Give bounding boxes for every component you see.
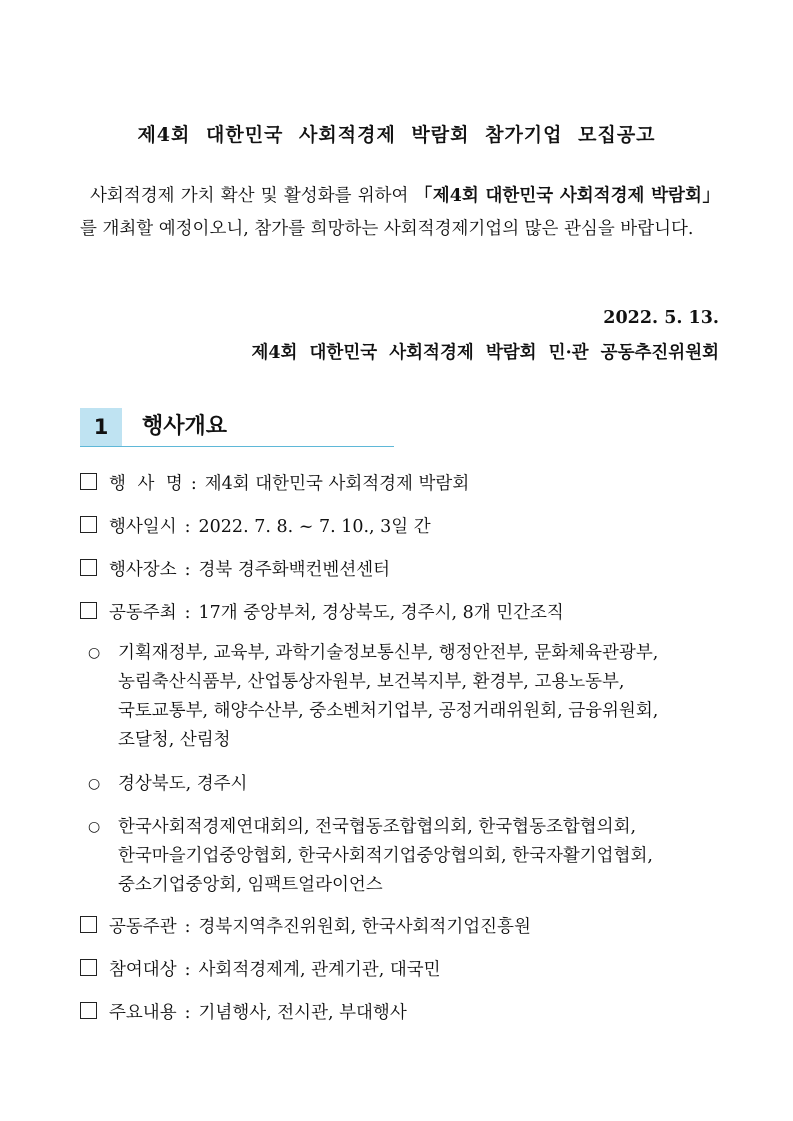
row-separator: : <box>184 1003 191 1023</box>
checkbox-square-icon <box>80 959 97 976</box>
checkbox-square-icon <box>80 473 97 490</box>
info-row-participants <box>80 958 740 982</box>
row-value: 경북 경주화백컨벤션센터 <box>198 560 391 580</box>
checkbox-square-icon <box>80 916 97 933</box>
organizer-name: 제4회 대한민국 사회적경제 박람회 민·관 공동추진위원회 <box>251 343 719 363</box>
circle-bullet-icon: ○ <box>88 776 101 792</box>
bullet-line: 기획재정부, 교육부, 과학기술정보통신부, 행정안전부, 문화체육관광부, <box>118 643 659 663</box>
row-value: 기념행사, 전시관, 부대행사 <box>198 1003 407 1023</box>
bullet-item-private-organizations <box>88 813 728 900</box>
row-separator: : <box>184 603 191 623</box>
page-title: 제4회 대한민국 사회적경제 박람회 참가기업 모집공고 <box>137 124 656 146</box>
info-row-event-date <box>80 515 740 539</box>
row-label: 주요내용 <box>109 1003 177 1023</box>
row-label: 행 사 명 <box>109 474 183 494</box>
checkbox-square-icon <box>80 559 97 576</box>
row-value: 2022. 7. 8. ~ 7. 10., 3일 간 <box>198 517 431 537</box>
row-separator: : <box>184 960 191 980</box>
circle-bullet-icon: ○ <box>88 819 101 835</box>
section-number: 1 <box>80 408 122 446</box>
intro-text-pre: 사회적경제 가치 확산 및 활성화를 위하여 <box>90 186 415 206</box>
bullet-item-local-government <box>88 770 728 799</box>
row-separator: : <box>184 917 191 937</box>
checkbox-square-icon <box>80 602 97 619</box>
bullet-item-ministries <box>88 639 728 755</box>
bullet-line: 경상북도, 경주시 <box>118 774 248 794</box>
info-row-main-contents <box>80 1001 740 1025</box>
circle-bullet-icon: ○ <box>88 645 101 661</box>
bullet-line: 조달청, 산림청 <box>118 730 231 750</box>
row-label: 행사일시 <box>109 517 177 537</box>
row-separator: : <box>190 474 197 494</box>
section-header <box>80 408 394 447</box>
row-label: 행사장소 <box>109 560 177 580</box>
row-label: 공동주최 <box>109 603 177 623</box>
bullet-line: 국토교통부, 해양수산부, 중소벤처기업부, 공정거래위원회, 금융위원회, <box>118 701 659 721</box>
intro-paragraph <box>80 180 720 246</box>
intro-text-post: 를 개최할 예정이오니, 참가를 희망하는 사회적경제기업의 많은 관심을 바랍니다. <box>80 219 694 239</box>
announcement-date: 2022. 5. 13. <box>603 308 719 328</box>
row-separator: : <box>184 560 191 580</box>
checkbox-square-icon <box>80 1002 97 1019</box>
bullet-line: 농림축산식품부, 산업통상자원부, 보건복지부, 환경부, 고용노동부, <box>118 672 625 692</box>
info-row-event-name <box>80 472 740 496</box>
intro-event-name: 「제4회 대한민국 사회적경제 박람회」 <box>414 186 720 206</box>
info-row-event-venue <box>80 558 740 582</box>
row-label: 공동주관 <box>109 917 177 937</box>
info-row-cohosts <box>80 601 740 625</box>
row-label: 참여대상 <box>109 960 177 980</box>
section-title: 행사개요 <box>142 414 228 439</box>
bullet-line: 한국사회적경제연대회의, 전국협동조합협의회, 한국협동조합협의회, <box>118 817 637 837</box>
checkbox-square-icon <box>80 516 97 533</box>
row-value: 사회적경제계, 관계기관, 대국민 <box>198 960 441 980</box>
bullet-line: 중소기업중앙회, 임팩트얼라이언스 <box>118 875 383 895</box>
row-separator: : <box>184 517 191 537</box>
row-value: 17개 중앙부처, 경상북도, 경주시, 8개 민간조직 <box>198 603 564 623</box>
bullet-line: 한국마을기업중앙협회, 한국사회적기업중앙협의회, 한국자활기업협회, <box>118 846 653 866</box>
row-value: 제4회 대한민국 사회적경제 박람회 <box>204 474 470 494</box>
info-row-co-organizers <box>80 915 740 939</box>
row-value: 경북지역추진위원회, 한국사회적기업진흥원 <box>198 917 531 937</box>
